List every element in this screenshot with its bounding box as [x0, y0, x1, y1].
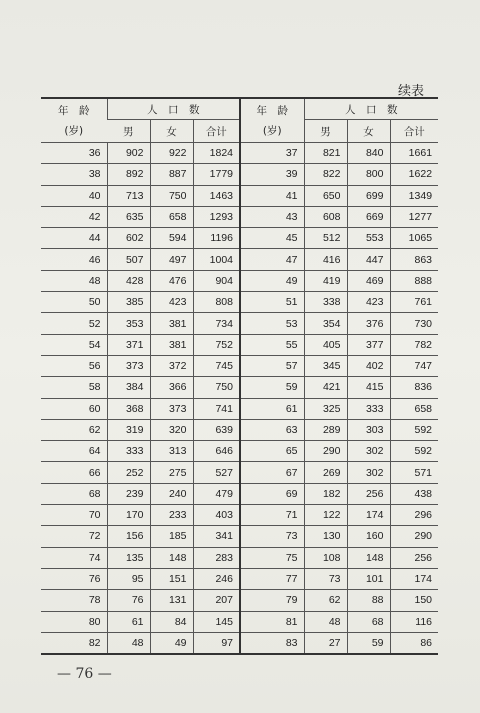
total-cell: 283: [193, 547, 240, 568]
age-cell: 52: [41, 313, 107, 334]
table-row: [41, 206, 438, 227]
population-header-left: 人 口 数: [107, 98, 240, 120]
total-header: 合计: [193, 120, 240, 143]
male-cell: 650: [304, 185, 347, 206]
male-cell: 333: [107, 441, 150, 462]
female-cell: 101: [347, 568, 390, 589]
female-cell: 366: [150, 377, 193, 398]
table-row: [41, 398, 438, 419]
total-cell: 761: [390, 292, 438, 313]
table-row: [41, 505, 438, 526]
male-cell: 512: [304, 228, 347, 249]
age-unit: (岁): [64, 124, 84, 137]
male-cell: 61: [107, 611, 150, 632]
female-cell: 275: [150, 462, 193, 483]
male-cell: 182: [304, 483, 347, 504]
male-cell: 608: [304, 206, 347, 227]
age-cell: 37: [240, 143, 304, 164]
male-cell: 602: [107, 228, 150, 249]
male-cell: 239: [107, 483, 150, 504]
age-cell: 45: [240, 228, 304, 249]
total-cell: 150: [390, 590, 438, 611]
age-cell: 41: [240, 185, 304, 206]
male-cell: 345: [304, 355, 347, 376]
male-cell: 289: [304, 419, 347, 440]
female-cell: 594: [150, 228, 193, 249]
female-header: 女: [150, 120, 193, 143]
female-cell: 49: [150, 632, 193, 654]
age-cell: 73: [240, 526, 304, 547]
table-row: [41, 292, 438, 313]
total-cell: 1779: [193, 164, 240, 185]
total-cell: 1661: [390, 143, 438, 164]
age-cell: 36: [41, 143, 107, 164]
total-cell: 256: [390, 547, 438, 568]
female-cell: 447: [347, 249, 390, 270]
header-row-1: [41, 98, 438, 120]
female-cell: 320: [150, 419, 193, 440]
age-cell: 70: [41, 505, 107, 526]
table-row: [41, 164, 438, 185]
age-cell: 83: [240, 632, 304, 654]
total-cell: 1349: [390, 185, 438, 206]
age-cell: 49: [240, 270, 304, 291]
total-cell: 207: [193, 590, 240, 611]
population-table: [41, 97, 438, 655]
male-cell: 319: [107, 419, 150, 440]
total-cell: 296: [390, 505, 438, 526]
female-cell: 303: [347, 419, 390, 440]
female-cell: 372: [150, 355, 193, 376]
total-cell: 1277: [390, 206, 438, 227]
female-cell: 669: [347, 206, 390, 227]
male-cell: 353: [107, 313, 150, 334]
age-cell: 74: [41, 547, 107, 568]
total-cell: 750: [193, 377, 240, 398]
total-cell: 1196: [193, 228, 240, 249]
female-cell: 160: [347, 526, 390, 547]
age-label: 年 龄: [256, 104, 288, 117]
table-row: [41, 590, 438, 611]
age-cell: 51: [240, 292, 304, 313]
female-cell: 59: [347, 632, 390, 654]
age-cell: 64: [41, 441, 107, 462]
population-header-right: 人 口 数: [304, 98, 438, 120]
age-cell: 65: [240, 441, 304, 462]
male-cell: 902: [107, 143, 150, 164]
age-cell: 68: [41, 483, 107, 504]
female-cell: 151: [150, 568, 193, 589]
total-cell: 438: [390, 483, 438, 504]
total-cell: 479: [193, 483, 240, 504]
table-row: [41, 632, 438, 654]
age-cell: 82: [41, 632, 107, 654]
male-cell: 416: [304, 249, 347, 270]
female-cell: 840: [347, 143, 390, 164]
female-cell: 800: [347, 164, 390, 185]
female-cell: 887: [150, 164, 193, 185]
age-cell: 42: [41, 206, 107, 227]
age-cell: 80: [41, 611, 107, 632]
male-cell: 27: [304, 632, 347, 654]
male-cell: 62: [304, 590, 347, 611]
age-cell: 62: [41, 419, 107, 440]
total-cell: 1824: [193, 143, 240, 164]
female-cell: 423: [150, 292, 193, 313]
table-row: [41, 547, 438, 568]
age-cell: 47: [240, 249, 304, 270]
female-cell: 750: [150, 185, 193, 206]
total-cell: 639: [193, 419, 240, 440]
total-cell: 592: [390, 419, 438, 440]
female-cell: 658: [150, 206, 193, 227]
male-cell: 405: [304, 334, 347, 355]
age-cell: 69: [240, 483, 304, 504]
total-cell: 888: [390, 270, 438, 291]
female-cell: 423: [347, 292, 390, 313]
male-cell: 48: [304, 611, 347, 632]
female-cell: 476: [150, 270, 193, 291]
female-cell: 68: [347, 611, 390, 632]
table-row: [41, 441, 438, 462]
female-cell: 185: [150, 526, 193, 547]
male-cell: 252: [107, 462, 150, 483]
male-cell: 821: [304, 143, 347, 164]
age-cell: 60: [41, 398, 107, 419]
age-cell: 75: [240, 547, 304, 568]
total-cell: 836: [390, 377, 438, 398]
table-row: [41, 355, 438, 376]
male-cell: 354: [304, 313, 347, 334]
total-cell: 571: [390, 462, 438, 483]
male-cell: 108: [304, 547, 347, 568]
table-row: [41, 377, 438, 398]
male-cell: 373: [107, 355, 150, 376]
age-cell: 78: [41, 590, 107, 611]
total-cell: 752: [193, 334, 240, 355]
total-cell: 745: [193, 355, 240, 376]
total-cell: 730: [390, 313, 438, 334]
male-cell: 170: [107, 505, 150, 526]
female-cell: 131: [150, 590, 193, 611]
female-cell: 497: [150, 249, 193, 270]
female-cell: 302: [347, 462, 390, 483]
table-row: [41, 313, 438, 334]
total-cell: 658: [390, 398, 438, 419]
male-cell: 384: [107, 377, 150, 398]
table-row: [41, 483, 438, 504]
female-cell: 148: [347, 547, 390, 568]
male-cell: 368: [107, 398, 150, 419]
age-cell: 40: [41, 185, 107, 206]
male-cell: 130: [304, 526, 347, 547]
age-cell: 72: [41, 526, 107, 547]
total-cell: 1463: [193, 185, 240, 206]
age-header-right: [240, 98, 304, 143]
male-cell: 419: [304, 270, 347, 291]
female-cell: 402: [347, 355, 390, 376]
female-cell: 376: [347, 313, 390, 334]
female-cell: 313: [150, 441, 193, 462]
page-number: — 76 —: [57, 666, 112, 682]
age-cell: 46: [41, 249, 107, 270]
age-unit: (岁): [262, 124, 282, 137]
female-cell: 922: [150, 143, 193, 164]
table-row: [41, 611, 438, 632]
male-cell: 892: [107, 164, 150, 185]
table-row: [41, 185, 438, 206]
age-label: 年 龄: [58, 104, 90, 117]
total-cell: 116: [390, 611, 438, 632]
male-cell: 48: [107, 632, 150, 654]
age-cell: 66: [41, 462, 107, 483]
male-cell: 338: [304, 292, 347, 313]
female-cell: 381: [150, 334, 193, 355]
female-cell: 469: [347, 270, 390, 291]
age-header-left: [41, 98, 107, 143]
table-row: [41, 462, 438, 483]
total-cell: 341: [193, 526, 240, 547]
age-cell: 53: [240, 313, 304, 334]
total-cell: 808: [193, 292, 240, 313]
male-cell: 156: [107, 526, 150, 547]
female-header: 女: [347, 120, 390, 143]
male-cell: 428: [107, 270, 150, 291]
table-row: [41, 228, 438, 249]
age-cell: 67: [240, 462, 304, 483]
age-cell: 59: [240, 377, 304, 398]
total-cell: 145: [193, 611, 240, 632]
male-cell: 371: [107, 334, 150, 355]
male-cell: 73: [304, 568, 347, 589]
male-cell: 822: [304, 164, 347, 185]
female-cell: 148: [150, 547, 193, 568]
total-cell: 527: [193, 462, 240, 483]
total-cell: 1293: [193, 206, 240, 227]
total-cell: 747: [390, 355, 438, 376]
table-row: [41, 334, 438, 355]
age-cell: 48: [41, 270, 107, 291]
age-cell: 61: [240, 398, 304, 419]
female-cell: 233: [150, 505, 193, 526]
female-cell: 553: [347, 228, 390, 249]
age-cell: 50: [41, 292, 107, 313]
age-cell: 54: [41, 334, 107, 355]
age-cell: 63: [240, 419, 304, 440]
table-row: [41, 568, 438, 589]
total-cell: 246: [193, 568, 240, 589]
total-cell: 734: [193, 313, 240, 334]
age-cell: 58: [41, 377, 107, 398]
total-cell: 86: [390, 632, 438, 654]
total-cell: 741: [193, 398, 240, 419]
total-cell: 1622: [390, 164, 438, 185]
age-cell: 79: [240, 590, 304, 611]
female-cell: 256: [347, 483, 390, 504]
female-cell: 84: [150, 611, 193, 632]
male-cell: 135: [107, 547, 150, 568]
total-cell: 97: [193, 632, 240, 654]
age-cell: 77: [240, 568, 304, 589]
table-row: [41, 526, 438, 547]
female-cell: 377: [347, 334, 390, 355]
total-cell: 403: [193, 505, 240, 526]
male-cell: 385: [107, 292, 150, 313]
total-cell: 863: [390, 249, 438, 270]
female-cell: 373: [150, 398, 193, 419]
male-header: 男: [107, 120, 150, 143]
age-cell: 71: [240, 505, 304, 526]
male-cell: 76: [107, 590, 150, 611]
total-cell: 1065: [390, 228, 438, 249]
total-cell: 290: [390, 526, 438, 547]
male-cell: 325: [304, 398, 347, 419]
table-row: [41, 419, 438, 440]
female-cell: 415: [347, 377, 390, 398]
age-cell: 43: [240, 206, 304, 227]
total-header: 合计: [390, 120, 438, 143]
male-cell: 269: [304, 462, 347, 483]
female-cell: 381: [150, 313, 193, 334]
female-cell: 333: [347, 398, 390, 419]
male-cell: 507: [107, 249, 150, 270]
male-cell: 421: [304, 377, 347, 398]
male-header: 男: [304, 120, 347, 143]
female-cell: 240: [150, 483, 193, 504]
female-cell: 174: [347, 505, 390, 526]
total-cell: 174: [390, 568, 438, 589]
total-cell: 904: [193, 270, 240, 291]
male-cell: 95: [107, 568, 150, 589]
female-cell: 302: [347, 441, 390, 462]
table-row: [41, 249, 438, 270]
table-row: [41, 143, 438, 164]
male-cell: 290: [304, 441, 347, 462]
age-cell: 55: [240, 334, 304, 355]
age-cell: 56: [41, 355, 107, 376]
total-cell: 592: [390, 441, 438, 462]
total-cell: 646: [193, 441, 240, 462]
age-cell: 38: [41, 164, 107, 185]
female-cell: 88: [347, 590, 390, 611]
age-cell: 57: [240, 355, 304, 376]
age-cell: 44: [41, 228, 107, 249]
age-cell: 76: [41, 568, 107, 589]
table-row: [41, 270, 438, 291]
total-cell: 1004: [193, 249, 240, 270]
male-cell: 122: [304, 505, 347, 526]
continued-table-label: 续表: [398, 84, 425, 99]
age-cell: 39: [240, 164, 304, 185]
age-cell: 81: [240, 611, 304, 632]
male-cell: 713: [107, 185, 150, 206]
total-cell: 782: [390, 334, 438, 355]
female-cell: 699: [347, 185, 390, 206]
male-cell: 635: [107, 206, 150, 227]
